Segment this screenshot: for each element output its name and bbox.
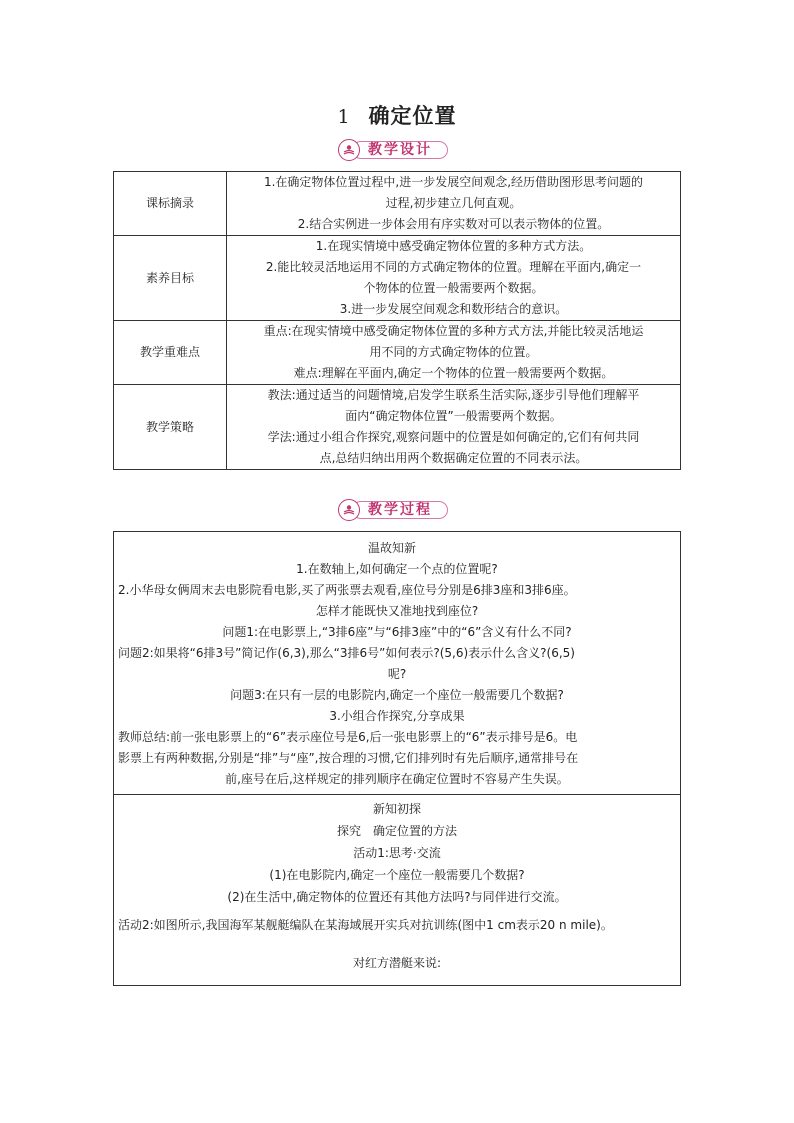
problem-2-line1: 问题2:如果将“6排3号”简记作(6,3),那么“3排6号”如何表示?(5,6)表示什么含义?(6,5)	[118, 646, 575, 660]
review-q2-line2: 怎样才能既快又准地找到座位?	[315, 604, 479, 618]
row-content	[227, 236, 681, 321]
problem-3: 问题3:在只有一层的电影院内,确定一个座位一般需要几个数据?	[230, 688, 564, 702]
row-line: 教法:通过适当的问题情境,启发学生联系生活实际,逐步引导他们理解平	[267, 388, 640, 402]
explore-subheading: 探究 确定位置的方法	[336, 824, 457, 838]
design-banner-label: 教学设计	[368, 142, 432, 158]
summary-line1: 教师总结:前一张电影票上的“6”表示座位号是6,后一张电影票上的“6”表示排号是6。电	[118, 730, 578, 744]
table-row	[114, 236, 681, 321]
row-line: 2.结合实例进一步体会用有序实数对可以表示物体的位置。	[297, 217, 610, 231]
row-label: 素养目标	[114, 236, 227, 321]
title-text: 确定位置	[368, 103, 457, 128]
page-title	[0, 100, 794, 130]
row-line: 2.能比较灵活地运用不同的方式确定物体的位置。理解在平面内,确定一	[265, 260, 642, 274]
row-label: 教学重难点	[114, 321, 227, 385]
review-section	[114, 532, 680, 795]
review-q2-line1: 2.小华母女俩周末去电影院看电影,买了两张票去观看,座位号分别是6排3座和3排6座。	[118, 583, 576, 597]
activity-1-q2: (2)在生活中,确定物体的位置还有其他方法吗?与同伴进行交流。	[227, 890, 567, 904]
row-line: 过程,初步建立几何直观。	[385, 196, 522, 210]
row-label: 教学策略	[114, 385, 227, 470]
summary-line2: 影票上有两种数据,分别是“排”与“座”,按合理的习惯,它们排列时有先后顺序,通常排号在	[118, 751, 579, 765]
review-q3: 3.小组合作探究,分享成果	[329, 709, 465, 723]
book-icon	[338, 499, 360, 521]
table-row	[114, 172, 681, 236]
problem-1: 问题1:在电影票上,“3排6座”与“6排3座”中的“6”含义有什么不同?	[222, 625, 572, 639]
activity-1: 活动1:思考·交流	[353, 846, 441, 860]
explore-section	[114, 795, 680, 985]
row-line: 重点:在现实情境中感受确定物体位置的多种方式方法,并能比较灵活地运	[263, 324, 644, 338]
problem-2-line2: 呢?	[387, 667, 407, 681]
row-content	[227, 385, 681, 470]
row-line: 3.进一步发展空间观念和数形结合的意识。	[339, 302, 568, 316]
row-line: 点,总结归纳出用两个数据确定位置的不同表示法。	[319, 451, 588, 465]
row-line: 1.在现实情境中感受确定物体位置的多种方式方法。	[315, 239, 592, 253]
table-row	[114, 385, 681, 470]
process-box	[113, 531, 681, 986]
closing-line: 对红方潜艇来说:	[352, 956, 442, 970]
activity-1-q1: (1)在电影院内,确定一个座位一般需要几个数据?	[269, 868, 525, 882]
review-heading: 温故知新	[368, 541, 417, 555]
row-line: 用不同的方式确定物体的位置。	[369, 345, 538, 359]
row-line: 1.在确定物体位置过程中,进一步发展空间观念,经历借助图形思考问题的	[263, 175, 644, 189]
activity-2: 活动2:如图所示,我国海军某舰艇编队在某海域展开实兵对抗训练(图中1 cm表示20 n mile)。	[118, 918, 613, 932]
row-line: 个物体的位置一般需要两个数据。	[363, 281, 544, 295]
design-banner	[338, 139, 450, 161]
design-table	[113, 171, 681, 470]
row-line: 难点:理解在平面内,确定一个物体的位置一般需要两个数据。	[293, 366, 614, 380]
process-banner	[338, 499, 450, 521]
row-content	[227, 172, 681, 236]
row-content	[227, 321, 681, 385]
title-number: 1	[337, 106, 351, 128]
book-icon	[338, 139, 360, 161]
review-q1: 1.在数轴上,如何确定一个点的位置呢?	[296, 562, 498, 576]
row-line: 面内“确定物体位置”一般需要两个数据。	[345, 409, 562, 423]
table-row	[114, 321, 681, 385]
summary-line3: 前,座号在后,这样规定的排列顺序在确定位置时不容易产生失误。	[225, 772, 569, 786]
explore-heading: 新知初探	[372, 802, 421, 816]
process-banner-label: 教学过程	[368, 502, 432, 518]
row-label: 课标摘录	[114, 172, 227, 236]
row-line: 学法:通过小组合作探究,观察问题中的位置是如何确定的,它们有何共同	[267, 430, 640, 444]
